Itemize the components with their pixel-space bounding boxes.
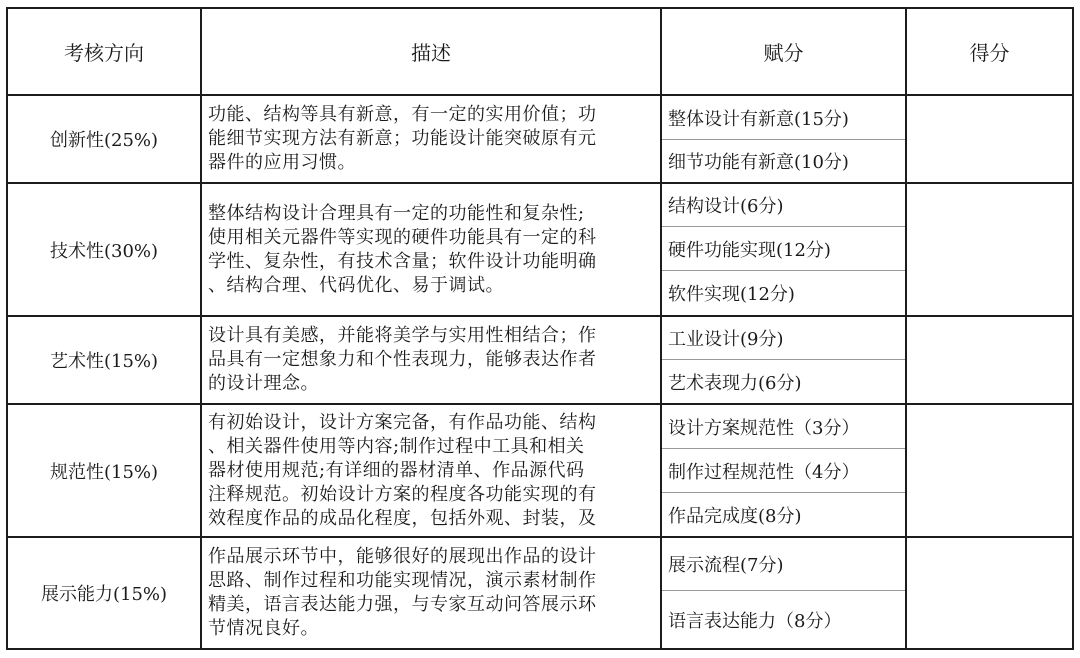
row-direction: 艺术性(15%): [49, 351, 159, 372]
points-item: 制作过程规范性（4分）: [668, 461, 860, 483]
description-line: 能细节实现方法有新意；功能设计能突破原有元: [208, 128, 597, 149]
header-description: 描述: [411, 41, 451, 65]
description-line: 注释规范。初始设计方案的程度各功能实现的有: [208, 483, 597, 505]
score-cell[interactable]: [907, 184, 1072, 315]
points-item: 艺术表现力(6分): [668, 372, 802, 394]
score-cell[interactable]: [907, 405, 1072, 536]
description-line: 设计具有美感，并能将美学与实用性相结合；作: [208, 325, 597, 346]
description-line: 使用相关元器件等实现的硬件功能具有一定的科: [208, 226, 597, 248]
description-line: 、结构合理、代码优化、易于调试。: [208, 274, 504, 296]
row-description: [202, 405, 660, 536]
description-line: 、相关器件使用等内容;制作过程中工具和相关: [208, 435, 585, 457]
table-border-bottom: [6, 648, 1074, 650]
description-line: 功能、结构等具有新意，有一定的实用价值；功: [208, 104, 597, 125]
description-line: 精美，语言表达能力强，与专家互动问答展示环: [208, 594, 597, 615]
row-direction: 技术性(30%): [49, 240, 159, 262]
description-line: 器件的应用习惯。: [208, 152, 356, 173]
row-description: [202, 184, 660, 315]
table-border-right: [1072, 7, 1074, 650]
points-item: 软件实现(12分): [668, 284, 795, 305]
description-line: 思路、制作过程和功能实现情况，演示素材制作: [208, 570, 597, 591]
row-description: [202, 317, 660, 403]
score-cell[interactable]: [907, 317, 1072, 403]
points-item: 工业设计(9分): [668, 329, 784, 350]
row-direction: 创新性(25%): [49, 130, 159, 151]
points-item: 结构设计(6分): [668, 196, 784, 217]
header-direction: 考核方向: [64, 41, 144, 65]
description-line: 学性、复杂性，有技术含量；软件设计功能明确: [208, 250, 597, 272]
points-item: 细节功能有新意(10分): [668, 152, 849, 173]
row-description: [202, 96, 660, 182]
points-item: 设计方案规范性（3分）: [668, 417, 860, 439]
score-cell[interactable]: [907, 96, 1072, 182]
header-points: 赋分: [763, 41, 804, 65]
points-item: 语言表达能力（8分）: [668, 610, 842, 632]
points-item: 硬件功能实现(12分): [668, 239, 831, 261]
description-line: 效程度作品的成品化程度，包括外观、封装，及: [208, 507, 597, 529]
description-line: 节情况良好。: [208, 618, 319, 639]
row-description: [202, 538, 660, 648]
header-score: 得分: [969, 41, 1010, 65]
score-cell[interactable]: [907, 538, 1072, 648]
description-line: 整体结构设计合理具有一定的功能性和复杂性;: [208, 202, 585, 224]
description-line: 作品展示环节中，能够很好的展现出作品的设计: [208, 546, 597, 567]
description-line: 品具有一定想象力和个性表现力，能够表达作者: [208, 349, 597, 370]
points-item: 展示流程(7分): [668, 555, 784, 576]
points-item: 整体设计有新意(15分): [668, 108, 849, 130]
description-line: 器材使用规范;有详细的器材清单、作品源代码: [208, 459, 585, 481]
points-item: 作品完成度(8分): [668, 505, 802, 527]
evaluation-table: [6, 7, 1074, 650]
row-direction: 展示能力(15%): [40, 584, 168, 605]
description-line: 有初始设计，设计方案完备，有作品功能、结构: [208, 411, 597, 433]
description-line: 的设计理念。: [208, 373, 319, 394]
row-direction: 规范性(15%): [49, 461, 159, 483]
